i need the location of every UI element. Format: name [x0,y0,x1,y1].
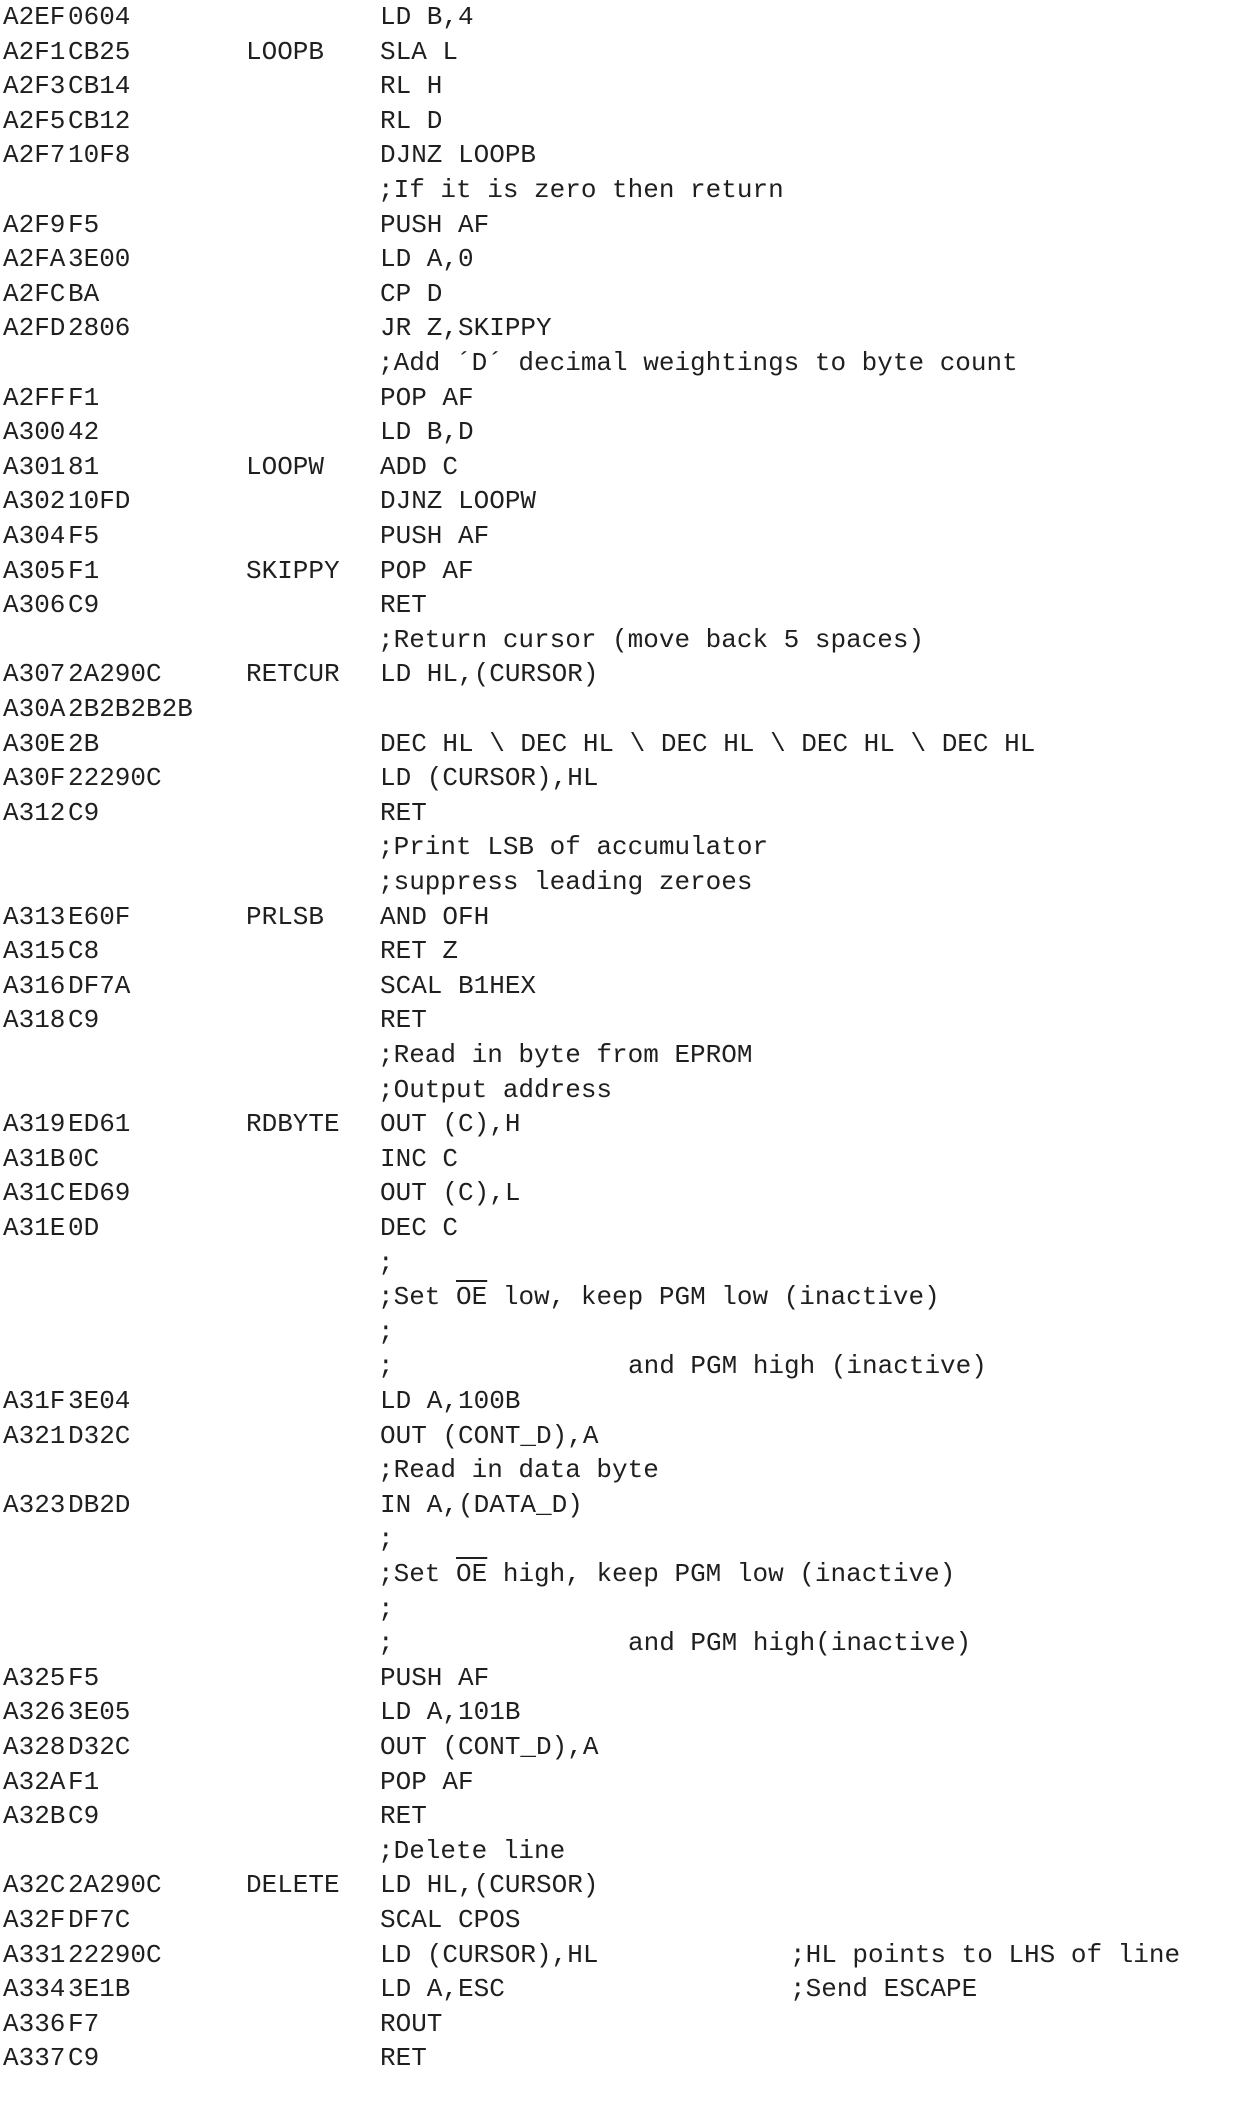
instruction: POP AF [380,1766,474,1797]
instruction: RET [380,797,427,828]
instruction: LD B,D [380,417,474,448]
comment-part: ;Set [378,1282,457,1313]
address: A316 [3,970,66,1001]
comment-text: ; [378,1593,394,1624]
overlined-signal: $\overline{OE}$ [456,1559,488,1589]
code-line [0,1109,1252,1143]
code-line [0,383,1252,417]
address: A336 [3,2008,66,2039]
code-line [0,694,1252,728]
opcode-bytes: ED61 [68,1109,131,1140]
label: RDBYTE [246,1109,340,1140]
opcode-bytes: 22290C [68,1939,162,1970]
opcode-bytes: DB2D [68,1489,131,1520]
address: A318 [3,1005,66,1036]
instruction: IN A,(DATA_D) [380,1489,583,1520]
comment-line [0,1075,1252,1109]
instruction: DEC HL \ DEC HL \ DEC HL \ DEC HL \ DEC HL [380,728,1036,759]
opcode-bytes: ED69 [68,1178,131,1209]
opcode-bytes: 2A290C [68,659,162,690]
opcode-bytes: F5 [68,521,100,551]
comment-text: ; [378,1351,394,1382]
address: A301 [3,451,66,482]
code-line [0,902,1252,936]
address: A2F3 [3,71,66,102]
address: A31F [3,1386,66,1416]
code-line [0,1974,1252,2008]
instruction: DJNZ LOOPB [380,140,537,171]
instruction: POP AF [380,555,474,586]
address: A30F [3,763,66,794]
opcode-bytes: 2B [68,728,100,759]
address: A312 [3,797,66,828]
comment-text: ;If it is zero then return [378,175,784,205]
address: A31E [3,1213,66,1243]
opcode-bytes: D32C [68,1420,131,1451]
instruction: PUSH AF [380,1662,490,1693]
instruction: JR Z,SKIPPY [380,313,552,344]
instruction: AND OFH [380,901,490,932]
code-line [0,37,1252,71]
opcode-bytes: 0C [68,1143,100,1174]
instruction: RET [380,590,427,621]
inline-comment: ;Send ESCAPE [790,1974,978,2005]
address: A321 [3,1420,66,1451]
code-line [0,1386,1252,1420]
opcode-bytes: CB14 [68,71,131,102]
address: A319 [3,1109,66,1140]
comment-part: high, keep PGM low (inactive) [487,1559,956,1589]
address: A30A [3,694,66,724]
address: A304 [3,521,66,551]
opcode-bytes: C9 [68,1005,100,1036]
address: A2F1 [3,36,66,67]
address: A313 [3,901,66,932]
address: A337 [3,2043,66,2074]
address: A32C [3,1870,66,1901]
address: A306 [3,590,66,621]
comment-line [0,175,1252,209]
instruction: SCAL CPOS [380,1905,521,1935]
comment-text: ;Read in data byte [378,1455,659,1486]
instruction: POP AF [380,382,474,413]
instruction: CP D [380,278,443,309]
comment-text: ;suppress leading zeroes [378,867,753,897]
code-line [0,106,1252,140]
code-line [0,1870,1252,1904]
opcode-bytes: BA [68,278,100,309]
address: A32F [3,1905,66,1935]
address: A31B [3,1143,66,1174]
code-line [0,590,1252,624]
code-line [0,71,1252,105]
code-line [0,210,1252,244]
instruction: LD HL,(CURSOR) [380,659,599,690]
instruction: OUT (CONT_D),A [380,1732,599,1762]
comment-line [0,1559,1252,1593]
opcode-bytes: 22290C [68,763,162,794]
code-line [0,1940,1252,1974]
code-line [0,1490,1252,1524]
opcode-bytes: F1 [68,555,100,586]
address: A307 [3,659,66,690]
instruction: OUT (C),L [380,1178,521,1209]
opcode-bytes: 10F8 [68,140,131,171]
address: A300 [3,417,66,448]
opcode-bytes: 3E05 [68,1697,131,1728]
code-line [0,763,1252,797]
address: A305 [3,555,66,586]
opcode-bytes: CB25 [68,36,131,67]
instruction: LD A,101B [380,1697,521,1728]
code-line [0,1905,1252,1939]
code-line [0,1144,1252,1178]
instruction: LD A,0 [380,244,474,275]
code-line [0,556,1252,590]
comment-text: ; [378,1628,394,1659]
code-line [0,140,1252,174]
instruction: LD A,100B [380,1386,521,1416]
opcode-bytes: 3E04 [68,1386,131,1416]
instruction: SCAL B1HEX [380,970,537,1001]
address: A30E [3,728,66,759]
address: A2FD [3,313,66,344]
address: A32A [3,1766,66,1797]
code-line [0,244,1252,278]
code-line [0,2043,1252,2077]
instruction: LD B,4 [380,2,474,32]
instruction: LD (CURSOR),HL [380,1939,599,1970]
opcode-bytes: 0604 [68,2,131,32]
address: A334 [3,1974,66,2005]
instruction: RET [380,2043,427,2074]
comment-line [0,1040,1252,1074]
label: PRLSB [246,901,325,932]
comment-text: ;Print LSB of accumulator [378,832,769,863]
address: A325 [3,1662,66,1693]
instruction: INC C [380,1143,459,1174]
comment-line [0,1351,1252,1385]
label: LOOPB [246,36,325,67]
opcode-bytes: 2B2B2B2B [68,694,193,724]
code-line [0,659,1252,693]
comment-line [0,625,1252,659]
code-line [0,452,1252,486]
instruction: LD A,ESC [380,1974,505,2005]
opcode-bytes: F7 [68,2008,100,2039]
code-line [0,417,1252,451]
comment-line [0,1317,1252,1351]
code-line [0,729,1252,763]
address: A2FA [3,244,66,275]
opcode-bytes: 42 [68,417,100,448]
opcode-bytes: F5 [68,1662,100,1693]
instruction: ADD C [380,451,459,482]
address: A302 [3,486,66,517]
opcode-bytes: DF7C [68,1905,131,1935]
comment-part: ;Set [378,1559,457,1589]
opcode-bytes: 2A290C [68,1870,162,1901]
inline-comment: ;HL points to LHS of line [790,1939,1181,1970]
comment-text: ;Output address [378,1074,613,1105]
comment-line [0,867,1252,901]
instruction: RL D [380,105,443,136]
opcode-bytes: CB12 [68,105,131,136]
overlined-signal: $\overline{OE}$ [456,1282,488,1313]
address: A32B [3,1801,66,1832]
address: A328 [3,1732,66,1762]
comment-text: ;Delete line [378,1835,566,1866]
opcode-bytes: D32C [68,1732,131,1762]
instruction: LD (CURSOR),HL [380,763,599,794]
comment-text: ;Add ´D´ decimal weightings to byte count [378,348,1018,378]
opcode-bytes: C9 [68,797,100,828]
instruction: SLA L [380,36,459,67]
comment-line [0,348,1252,382]
code-line [0,313,1252,347]
code-line [0,1005,1252,1039]
label: DELETE [246,1870,340,1901]
address: A31C [3,1178,66,1209]
comment-text [378,1282,940,1312]
address: A2F9 [3,209,66,240]
instruction: OUT (C),H [380,1109,521,1140]
code-line [0,486,1252,520]
address: A2FF [3,382,66,413]
comment-text: ;Read in byte from EPROM [378,1040,753,1070]
instruction: ROUT [380,2008,443,2039]
opcode-bytes: F1 [68,382,100,413]
code-line [0,1421,1252,1455]
comment-line [0,1594,1252,1628]
instruction: RET [380,1005,427,1036]
address: A315 [3,936,66,967]
continued-comment: and PGM high(inactive) [628,1628,972,1659]
opcode-bytes: C9 [68,1801,100,1832]
instruction: DJNZ LOOPW [380,486,537,517]
comment-text [378,1559,955,1589]
comment-text: ; [378,1247,394,1278]
opcode-bytes: C9 [68,590,100,621]
comment-line [0,1628,1252,1662]
comment-line [0,1248,1252,1282]
address: A323 [3,1489,66,1520]
address: A2F5 [3,105,66,136]
address: A2F7 [3,140,66,171]
code-line [0,279,1252,313]
address: A331 [3,1939,66,1970]
opcode-bytes: E60F [68,901,131,932]
comment-text: ;Return cursor (move back 5 spaces) [378,624,925,655]
label: LOOPW [246,451,325,482]
comment-line [0,1836,1252,1870]
comment-part: low, keep PGM low (inactive) [487,1282,940,1313]
code-line [0,2,1252,36]
opcode-bytes: 3E1B [68,1974,131,2005]
instruction: PUSH AF [380,209,490,240]
opcode-bytes: F5 [68,209,100,240]
code-line [0,1213,1252,1247]
opcode-bytes: F1 [68,1766,100,1797]
instruction: RET Z [380,936,459,967]
comment-line [0,1524,1252,1558]
label: SKIPPY [246,555,340,586]
code-line [0,1663,1252,1697]
instruction: LD HL,(CURSOR) [380,1870,599,1901]
instruction: RET [380,1801,427,1832]
code-line [0,798,1252,832]
opcode-bytes: 2806 [68,313,131,344]
comment-line [0,1455,1252,1489]
instruction: PUSH AF [380,521,490,551]
code-line [0,1732,1252,1766]
address: A2FC [3,278,66,309]
instruction: RL H [380,71,443,102]
comment-line [0,1282,1252,1316]
code-line [0,1697,1252,1731]
code-line [0,2009,1252,2043]
opcode-bytes: 10FD [68,486,131,517]
opcode-bytes: 81 [68,451,100,482]
comment-line [0,832,1252,866]
code-line [0,1178,1252,1212]
code-line [0,971,1252,1005]
opcode-bytes: C8 [68,936,100,967]
code-line [0,1767,1252,1801]
label: RETCUR [246,659,340,690]
comment-text: ; [378,1316,394,1347]
address: A326 [3,1697,66,1728]
code-line [0,936,1252,970]
opcode-bytes: 3E00 [68,244,131,275]
code-line [0,521,1252,555]
opcode-bytes: C9 [68,2043,100,2074]
code-line [0,1801,1252,1835]
opcode-bytes: DF7A [68,970,131,1001]
comment-text: ; [378,1524,394,1555]
opcode-bytes: 0D [68,1213,100,1243]
instruction: DEC C [380,1213,459,1243]
continued-comment: and PGM high (inactive) [628,1351,987,1382]
address: A2EF [3,2,66,32]
instruction: OUT (CONT_D),A [380,1420,599,1451]
